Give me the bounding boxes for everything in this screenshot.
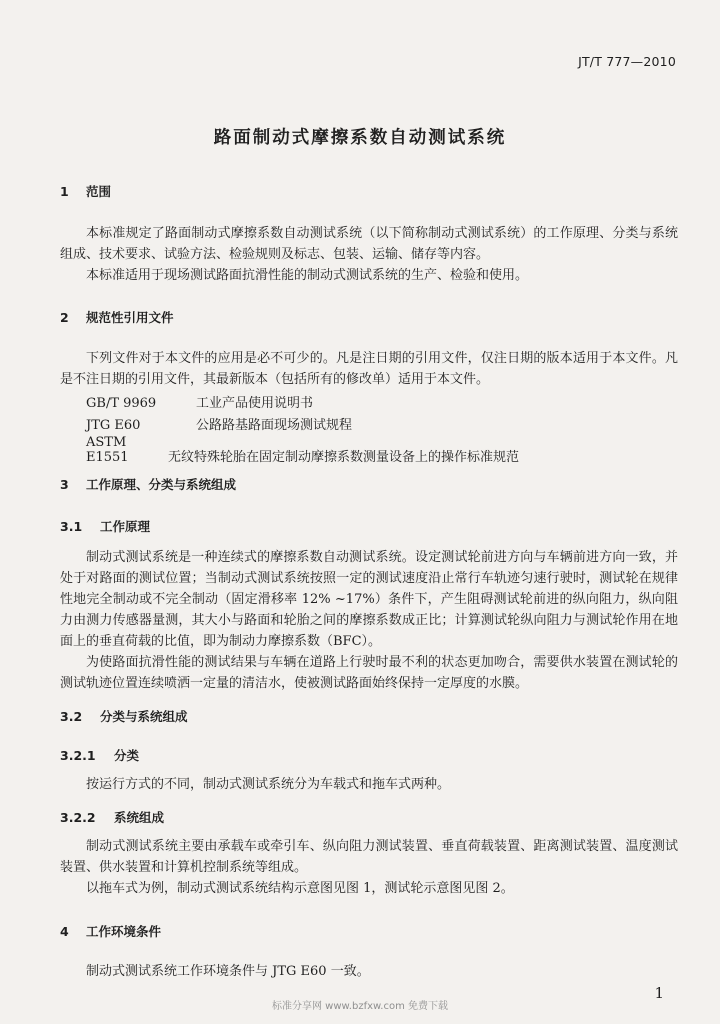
section-3-heading xyxy=(60,475,236,493)
section-title: 工作原理、分类与系统组成 xyxy=(86,477,237,492)
reference-row xyxy=(86,414,352,433)
reference-title: 无纹特殊轮胎在固定制动摩擦系数测量设备上的操作标准规范 xyxy=(168,450,520,465)
section-3-1-heading xyxy=(60,517,150,535)
section-3-2-heading xyxy=(60,707,188,725)
reference-code: JTG E60 xyxy=(86,418,141,433)
section-title: 分类与系统组成 xyxy=(100,709,188,724)
section-3-1-paragraph-1: 制动式测试系统是一种连续式的摩擦系数自动测试系统。设定测试轮前进方向与车辆前进方向一致，并处于对路面的测试位置；当制动式测试系统按照一定的测试速度沿止常行车轨迹匀速行驶时，测试轮在规律性地完全制动或不完全制动（固定滑移率 12% ~17%）条件下，产生阻碍测试轮前进的纵向阻力，纵向阻力由测力传感器量测，其大小与路面和轮胎之间的摩擦系数成正比；计算测试轮纵向阻力与测试轮作用在地面上的垂直荷载的比值，即为制动力摩擦系数（BFC）。 xyxy=(60,550,678,649)
reference-row xyxy=(86,392,313,411)
section-title: 规范性引用文件 xyxy=(86,310,174,325)
reference-code: ASTM E1551 xyxy=(86,435,129,465)
section-1-paragraph-2: 本标准适用于现场测试路面抗滑性能的制动式测试系统的生产、检验和使用。 xyxy=(86,268,529,283)
section-3-2-1-heading xyxy=(60,746,139,764)
section-title: 系统组成 xyxy=(114,810,165,825)
page-number: 1 xyxy=(654,984,664,1002)
footer-watermark: 标准分享网 www.bzfxw.com 免费下载 xyxy=(272,1001,448,1012)
section-title: 分类 xyxy=(114,748,140,763)
reference-title: 公路路基路面现场测试规程 xyxy=(196,418,353,433)
section-number: 3 xyxy=(60,477,69,492)
document-title: 路面制动式摩擦系数自动测试系统 xyxy=(213,128,507,148)
section-number: 1 xyxy=(60,184,69,199)
reference-row xyxy=(86,435,519,465)
reference-title: 工业产品使用说明书 xyxy=(196,396,314,411)
section-1-paragraph-1: 本标准规定了路面制动式摩擦系数自动测试系统（以下简称制动式测试系统）的工作原理、分类与系统组成、技术要求、试验方法、检验规则及标志、包装、运输、储存等内容。 xyxy=(60,226,678,262)
section-number: 3.2.2 xyxy=(60,810,96,825)
reference-code: GB/T 9969 xyxy=(86,396,157,411)
section-number: 4 xyxy=(60,924,69,939)
section-2-paragraph-1: 下列文件对于本文件的应用是必不可少的。凡是注日期的引用文件，仅注日期的版本适用于本文件。凡是不注日期的引用文件，其最新版本（包括所有的修改单）适用于本文件。 xyxy=(60,351,678,387)
section-title: 工作环境条件 xyxy=(86,924,162,939)
section-1-heading xyxy=(60,182,111,200)
section-number: 2 xyxy=(60,310,69,325)
section-number: 3.2 xyxy=(60,709,83,724)
section-3-2-2-heading xyxy=(60,808,164,826)
section-4-paragraph-1: 制动式测试系统工作环境条件与 JTG E60 一致。 xyxy=(86,964,370,979)
section-number: 3.1 xyxy=(60,519,83,534)
section-3-2-2-paragraph-1: 制动式测试系统主要由承载车或牵引车、纵向阻力测试装置、垂直荷载装置、距离测试装置、温度测试装置、供水装置和计算机控制系统等组成。 xyxy=(60,839,678,875)
section-2-heading xyxy=(60,308,174,326)
section-title: 工作原理 xyxy=(100,519,151,534)
section-title: 范围 xyxy=(86,184,112,199)
standard-code: JT/T 777—2010 xyxy=(578,54,676,69)
section-3-2-2-paragraph-2: 以拖车式为例，制动式测试系统结构示意图见图 1，测试轮示意图见图 2。 xyxy=(86,881,514,896)
section-3-2-1-paragraph-1: 按运行方式的不同，制动式测试系统分为车载式和拖车式两种。 xyxy=(86,777,451,792)
section-4-heading xyxy=(60,922,161,940)
section-3-1-paragraph-2: 为使路面抗滑性能的测试结果与车辆在道路上行驶时最不利的状态更加吻合，需要供水装置在测试轮的测试轨迹位置连续喷洒一定量的清洁水，使被测试路面始终保持一定厚度的水膜。 xyxy=(60,655,678,691)
section-number: 3.2.1 xyxy=(60,748,96,763)
